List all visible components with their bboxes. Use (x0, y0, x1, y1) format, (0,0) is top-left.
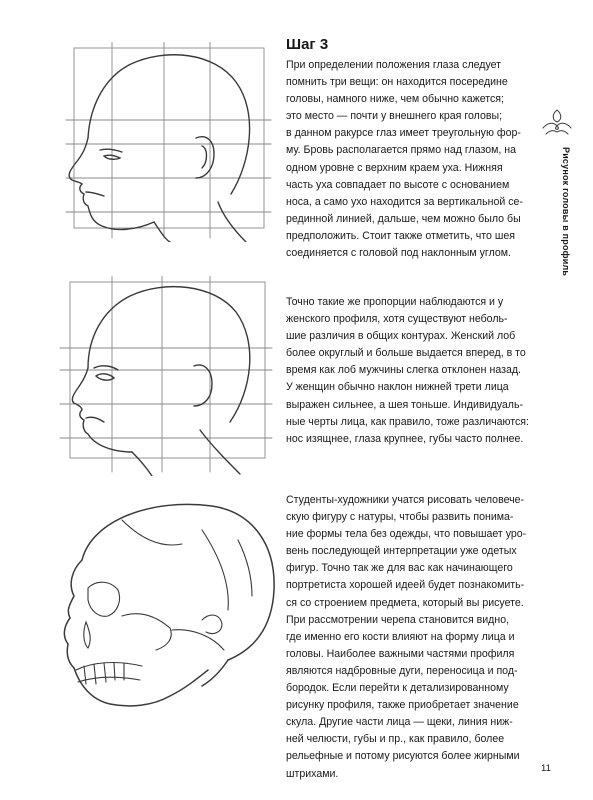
paragraph-female-profile (286, 294, 538, 448)
female-head-profile-drawing (50, 276, 275, 476)
text-line: это место — почти у внешнего края головы; (286, 110, 503, 123)
text-line: ные черты лица, как правило, тоже различаются: (286, 415, 529, 428)
text-line: более округлый и больше выдается вперед, в то (286, 347, 526, 360)
text-line: шие различия в общих контурах. Женский лоб (286, 330, 516, 343)
text-line: женского профиля, хотя существуют неболь- (286, 313, 508, 326)
step-heading: Шаг 3 (286, 36, 329, 53)
text-line: рединной линией, дальше, чем можно было бы (286, 212, 521, 225)
text-line: рисунку профиля, также приобретает значение (286, 699, 519, 712)
text-line: ся со строением предмета, который вы рисуете. (286, 596, 524, 609)
text-line: скула. Другие части лица — щеки, линия ниж- (286, 716, 513, 729)
text-line: являются надбровные дуги, переносица и под- (286, 664, 518, 677)
text-line: нос изящнее, глаза крупнее, губы часто полнее. (286, 432, 524, 445)
text-line: У женщин обычно наклон нижней трети лица (286, 381, 509, 394)
text-line: фигур. Точно так же для вас как начинающего (286, 562, 513, 575)
text-line: выражен сильнее, а шея тоньше. Индивидуаль- (286, 398, 523, 411)
text-line: При определении положения глаза следует (286, 59, 502, 71)
text-line: часть уха совпадает по высоте с основанием (286, 178, 510, 191)
male-head-profile-drawing (46, 42, 274, 242)
text-line: Точно такие же пропорции наблюдаются и у (286, 296, 504, 308)
text-line: носа, а само ухо находится за вертикальной се- (286, 195, 523, 208)
text-line: Студенты-художники учатся рисовать человече- (286, 494, 525, 506)
text-line: головы. Наиболее важными частями профиля (286, 647, 515, 660)
text-line: где именно его кости влияют на форму лица и (286, 630, 515, 643)
skull-profile-drawing (52, 500, 280, 714)
flourish-ornament-icon (540, 108, 574, 143)
paragraph-skull-structure (286, 492, 538, 783)
text-line: помнить три вещи: он находится посередине (286, 76, 508, 89)
text-line: му. Бровь располагается прямо над глазом, на (286, 144, 517, 157)
chapter-side-label: Рисунок головы в профиль (561, 147, 571, 277)
text-line: вень последующей интерпретации уже одетых (286, 545, 517, 558)
text-line: соединяется с головой под наклонным углом. (286, 247, 511, 260)
text-line: штрихами. (286, 767, 339, 780)
text-line: головы, намного ниже, чем обычно кажется; (286, 93, 504, 106)
text-line: рельефные и потому рисуются более жирными (286, 750, 520, 763)
text-line: При рассмотрении черепа становится видно, (286, 613, 510, 626)
text-line: время как лоб мужчины слегка отклонен назад. (286, 364, 521, 377)
text-line: портретиста хорошей идеей будет познакомить- (286, 579, 525, 592)
text-line: предположить. Стоит также отметить, что шея (286, 229, 515, 242)
text-line: в данном ракурсе глаз имеет треугольную фор- (286, 127, 521, 140)
paragraph-eye-position (286, 57, 538, 262)
text-line: бородок. Если перейти к детализированному (286, 682, 509, 695)
text-line: ние формы тела без одежды, что повышает уро- (286, 528, 527, 541)
text-line: ней челюсти, губы и пр., как правило, более (286, 733, 505, 746)
text-line: скую фигуру с натуры, чтобы развить понима- (286, 511, 514, 524)
page-number: 11 (541, 763, 551, 774)
text-line: одном уровне с верхним краем уха. Нижняя (286, 161, 503, 174)
